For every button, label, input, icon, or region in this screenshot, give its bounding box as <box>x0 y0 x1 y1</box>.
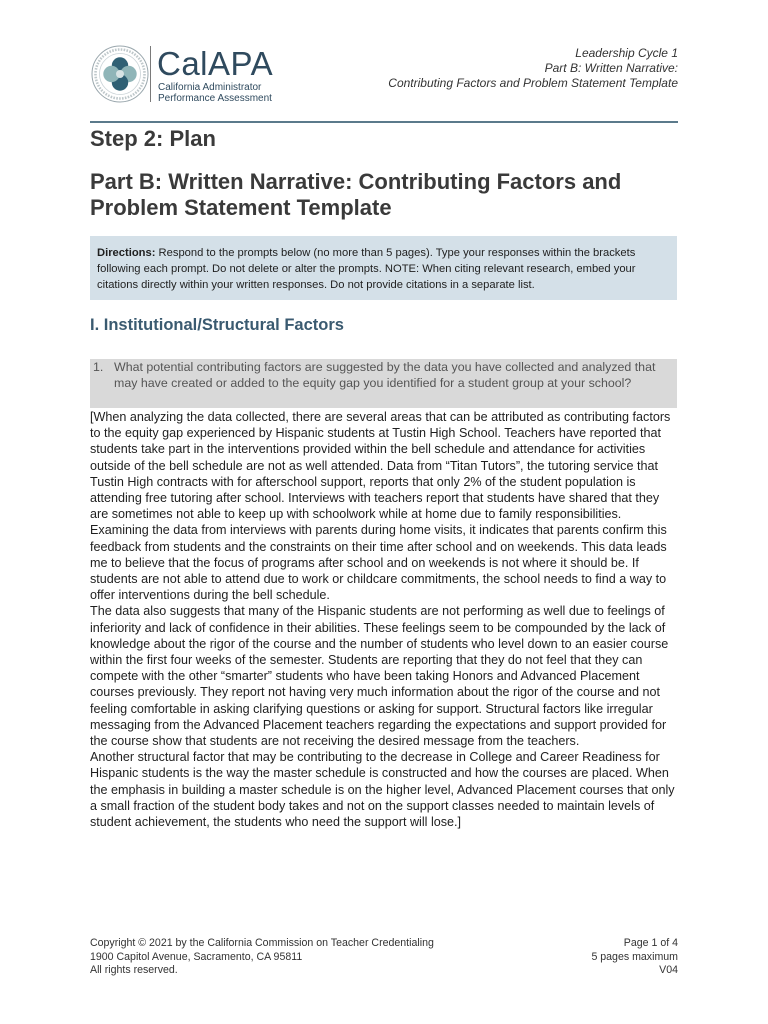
prompt-number: 1. <box>93 360 104 374</box>
directions-box <box>90 236 677 300</box>
directions-text: Respond to the prompts below (no more than 5 pages). Type your responses within the brackets following each prompt. Do not delete or alter the prompts. NOTE: When citing relevant research, embed your citations directly within your written responses. Do not provide citations in a separate list. <box>97 247 636 291</box>
calapa-logo <box>90 42 280 112</box>
header-cycle-info <box>388 46 678 91</box>
logo-divider <box>150 46 151 102</box>
footer-version: V04 <box>659 964 678 976</box>
footer-address: 1900 Capitol Avenue, Sacramento, CA 95811 <box>90 950 303 963</box>
prompt-text: What potential contributing factors are suggested by the data you have collected and analyzed that may have created or added to the equity gap you identified for a student group at your school? <box>114 360 656 390</box>
header-line-part: Part B: Written Narrative: <box>544 61 678 75</box>
response-paragraph-1: [When analyzing the data collected, there are several areas that can be attributed as contributing factors to the equity gap experienced by Hispanic students at Tustin High School. Teachers have reported that students take part in the interventions provided within the bell schedule and attendance for activities outside of the bell schedule are not as well attended. Data from “Titan Tutors”, the tutoring service that Tustin High contracts with for afterschool support, reports that only 2% of the student population is attending free tutoring after school. Interviews with teachers report that students have shared that they are sometimes not able to keep up with schoolwork while at home due to family responsibilities. Examining the data from interviews with parents during home visits, it indicates that parents confirm this feedback from students and the constraints on their time after school and on weekends. This data leads me to believe that the focus of programs after school and on weekends is not where it should be. If students are not able to attend due to work or childcare commitments, the school needs to find a way to offer interventions during the bell schedule. <box>90 410 671 603</box>
footer-page-number: Page 1 of 4 <box>623 937 678 949</box>
section-heading: I. Institutional/Structural Factors <box>90 316 344 334</box>
logo-subtitle-line2: Performance Assessment <box>158 93 272 104</box>
header-line-template: Contributing Factors and Problem Statement Template <box>388 76 678 90</box>
calapa-seal-icon <box>90 44 150 104</box>
response-text <box>90 409 678 830</box>
response-paragraph-2: The data also suggests that many of the Hispanic students are not performing as well due to feelings of inferiority and lack of confidence in their abilities. These feelings seem to be compounded by the lack of knowledge about the rigor of the course and the number of students who level down to an easier course within the first four weeks of the semester. Students are reporting that they do not feel that they can compete with the other “smarter” students who have been taking Honors and Advanced Placement courses previously. They report not having very much information about the rigor of the course and not feeling comfortable in asking clarifying questions or asking for support. Structural factors like irregular messaging from the Advanced Placement teachers regarding the expectations and support provided for the course show that students are not receiving the desired message from the teachers. <box>90 604 669 749</box>
response-paragraph-3: Another structural factor that may be contributing to the decrease in College and Career Readiness for Hispanic students is the way the master schedule is constructed and how the courses are placed. When the emphasis in building a master schedule is on the higher level, Advanced Placement courses that only a small fraction of the student body takes and not on the support classes needed to maintain levels of student achievement, the students who need the support will lose.] <box>90 750 675 830</box>
prompt-1 <box>90 359 677 408</box>
footer-page-limit: 5 pages maximum <box>591 950 678 963</box>
footer-page-block <box>591 937 678 978</box>
directions-label: Directions: <box>97 247 156 259</box>
part-title: Part B: Written Narrative: Contributing Factors and Problem Statement Template <box>90 169 622 220</box>
page-header <box>90 42 678 120</box>
logo-subtitle-line1: California Administrator <box>158 82 262 93</box>
logo-wordmark: CalAPA <box>157 45 274 82</box>
step-title: Step 2: Plan <box>90 126 216 151</box>
footer-rights: All rights reserved. <box>90 964 178 976</box>
footer-copyright-block <box>90 937 434 978</box>
header-line-cycle: Leadership Cycle 1 <box>575 46 678 60</box>
header-rule <box>90 121 678 123</box>
footer-copyright: Copyright © 2021 by the California Commission on Teacher Credentialing <box>90 937 434 949</box>
